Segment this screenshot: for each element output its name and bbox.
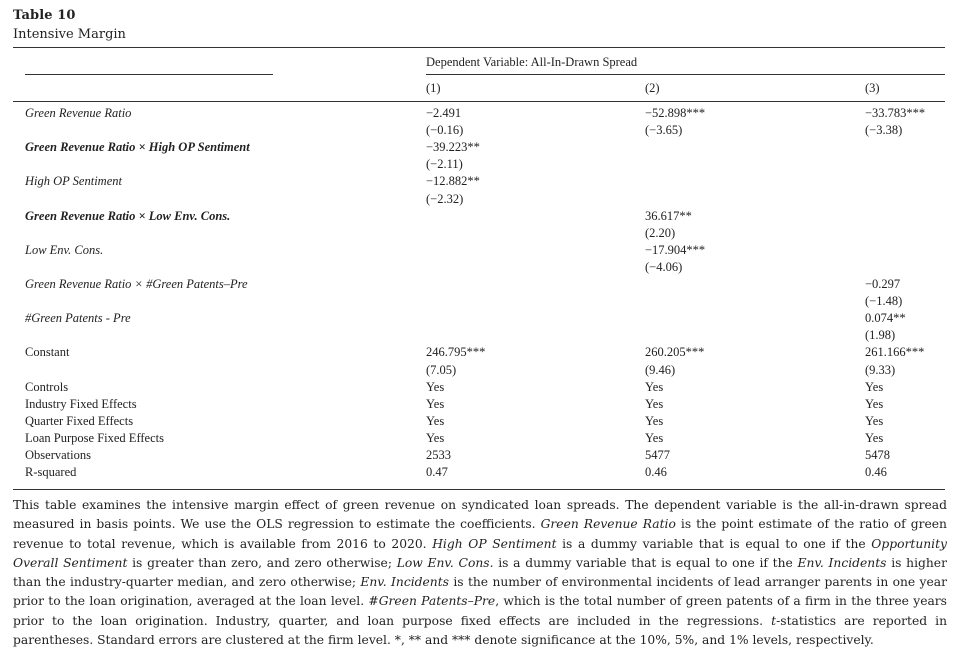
t-stat-cell: (2.20) (645, 225, 676, 240)
note-text: is greater than zero, and zero otherwise; (127, 555, 397, 570)
coefficient-cell: −39.223** (426, 140, 480, 155)
summary-value-cell: Yes (865, 430, 884, 445)
summary-value-cell: 2533 (426, 448, 451, 462)
table-label: Table 10 (13, 8, 76, 23)
summary-row-label: Controls (25, 379, 69, 394)
table-note (13, 496, 947, 650)
t-stat-cell: (1.98) (865, 328, 896, 343)
note-term: Green Revenue Ratio (540, 517, 676, 532)
t-stat-cell: (9.33) (865, 362, 896, 377)
t-stat-cell: (−4.06) (645, 259, 683, 274)
coefficient-cell: 36.617** (645, 208, 692, 223)
left-header-rule (25, 74, 273, 75)
row-label: Green Revenue Ratio × Low Env. Cons. (25, 208, 231, 223)
summary-row-label: Observations (25, 448, 91, 462)
summary-value-cell: Yes (645, 430, 664, 445)
note-text: is a dummy variable that is equal to one if the (556, 536, 872, 551)
bottom-rule (13, 489, 945, 490)
summary-value-cell: 5477 (645, 448, 670, 462)
summary-value-cell: Yes (645, 413, 664, 428)
note-text: is a dummy variable that is equal to one if the (493, 555, 798, 570)
row-label: Constant (25, 345, 70, 360)
summary-value-cell: 0.46 (645, 465, 667, 480)
summary-value-cell: Yes (865, 413, 884, 428)
summary-row-label: R-squared (25, 465, 77, 480)
note-term: Env. Incidents (360, 575, 449, 590)
note-term: Env. Incidents (797, 555, 887, 570)
coefficient-cell: 246.795*** (426, 345, 486, 360)
summary-value-cell: Yes (645, 379, 664, 394)
coefficient-cell: −17.904*** (645, 242, 706, 257)
row-label: Green Revenue Ratio (25, 106, 132, 120)
summary-value-cell: 0.47 (426, 465, 448, 480)
coefficient-cell: −52.898*** (645, 106, 706, 120)
column-header-2: (2) (645, 81, 660, 95)
header-bottom-rule (13, 101, 945, 102)
coefficient-cell: −12.882** (426, 174, 480, 189)
t-stat-cell: (7.05) (426, 362, 457, 377)
row-label: Green Revenue Ratio × High OP Sentiment (25, 140, 250, 155)
t-stat-cell: (−1.48) (865, 294, 903, 309)
t-stat-cell: (−3.38) (865, 123, 903, 138)
note-term: Low Env. Cons. (396, 555, 494, 570)
summary-value-cell: 5478 (865, 448, 890, 462)
note-term: #Green Patents–Pre (368, 594, 496, 609)
summary-value-cell: Yes (426, 430, 445, 445)
summary-row-label: Loan Purpose Fixed Effects (25, 430, 164, 445)
note-text: , which is the total number of green patents of a firm in the three years prior to the loan origination. Industry, quarter, and loan purpose fixed effects are included in the regressions. (13, 594, 947, 628)
coefficient-cell: 261.166*** (865, 345, 925, 360)
dependent-variable-header: Dependent Variable: All-In-Drawn Spread (426, 55, 638, 69)
coefficient-cell: −2.491 (426, 106, 462, 120)
note-text: is the point estimate of the ratio of green revenue to total revenue, which is available from 2016 to 2020. (13, 517, 947, 551)
row-label: #Green Patents - Pre (25, 311, 131, 326)
summary-row-label: Industry Fixed Effects (25, 396, 137, 411)
note-term: Opportunity Overall Sentiment (13, 536, 947, 570)
row-label: Low Env. Cons. (25, 242, 104, 257)
summary-value-cell: Yes (426, 379, 445, 394)
summary-value-cell: Yes (645, 396, 664, 411)
coefficient-cell: 260.205*** (645, 345, 705, 360)
top-rule (13, 47, 945, 48)
note-term: t (771, 613, 777, 628)
t-stat-cell: (9.46) (645, 362, 676, 377)
note-term: High OP Sentiment (432, 536, 557, 551)
summary-value-cell: Yes (865, 379, 884, 394)
table-title: Intensive Margin (13, 27, 126, 42)
t-stat-cell: (−0.16) (426, 123, 464, 138)
column-header-3: (3) (865, 81, 880, 95)
coefficient-cell: 0.074** (865, 311, 906, 326)
coefficient-cell: −0.297 (865, 277, 901, 291)
row-label: High OP Sentiment (25, 174, 122, 189)
note-text: -statistics are reported in parentheses. Standard errors are clustered at the firm level. *, ** and *** denote significance at the 10%, 5%, and 1% levels, respectively. (13, 613, 947, 648)
t-stat-cell: (−2.32) (426, 191, 464, 206)
summary-row-label: Quarter Fixed Effects (25, 413, 134, 428)
dv-underline-rule (426, 74, 945, 75)
column-header-1: (1) (426, 81, 441, 95)
t-stat-cell: (−3.65) (645, 123, 683, 138)
coefficient-cell: −33.783*** (865, 106, 926, 120)
t-stat-cell: (−2.11) (426, 157, 463, 172)
note-text: This table examines the intensive margin effect of green revenue on syndicated loan spreads. The dependent variable is the all-in-drawn spread measured in basis points. We use the OLS regression to estimate the coefficients. (13, 498, 947, 532)
row-label: Green Revenue Ratio × #Green Patents–Pre (25, 277, 248, 291)
summary-value-cell: Yes (865, 396, 884, 411)
note-text: is higher than the industry-quarter median, and zero otherwise; (13, 555, 947, 590)
summary-value-cell: Yes (426, 396, 445, 411)
summary-value-cell: 0.46 (865, 465, 887, 480)
summary-value-cell: Yes (426, 413, 445, 428)
note-text: is the number of environmental incidents of lead arranger parents in one year prior to the loan origination, averaged at the loan level. (13, 575, 947, 609)
